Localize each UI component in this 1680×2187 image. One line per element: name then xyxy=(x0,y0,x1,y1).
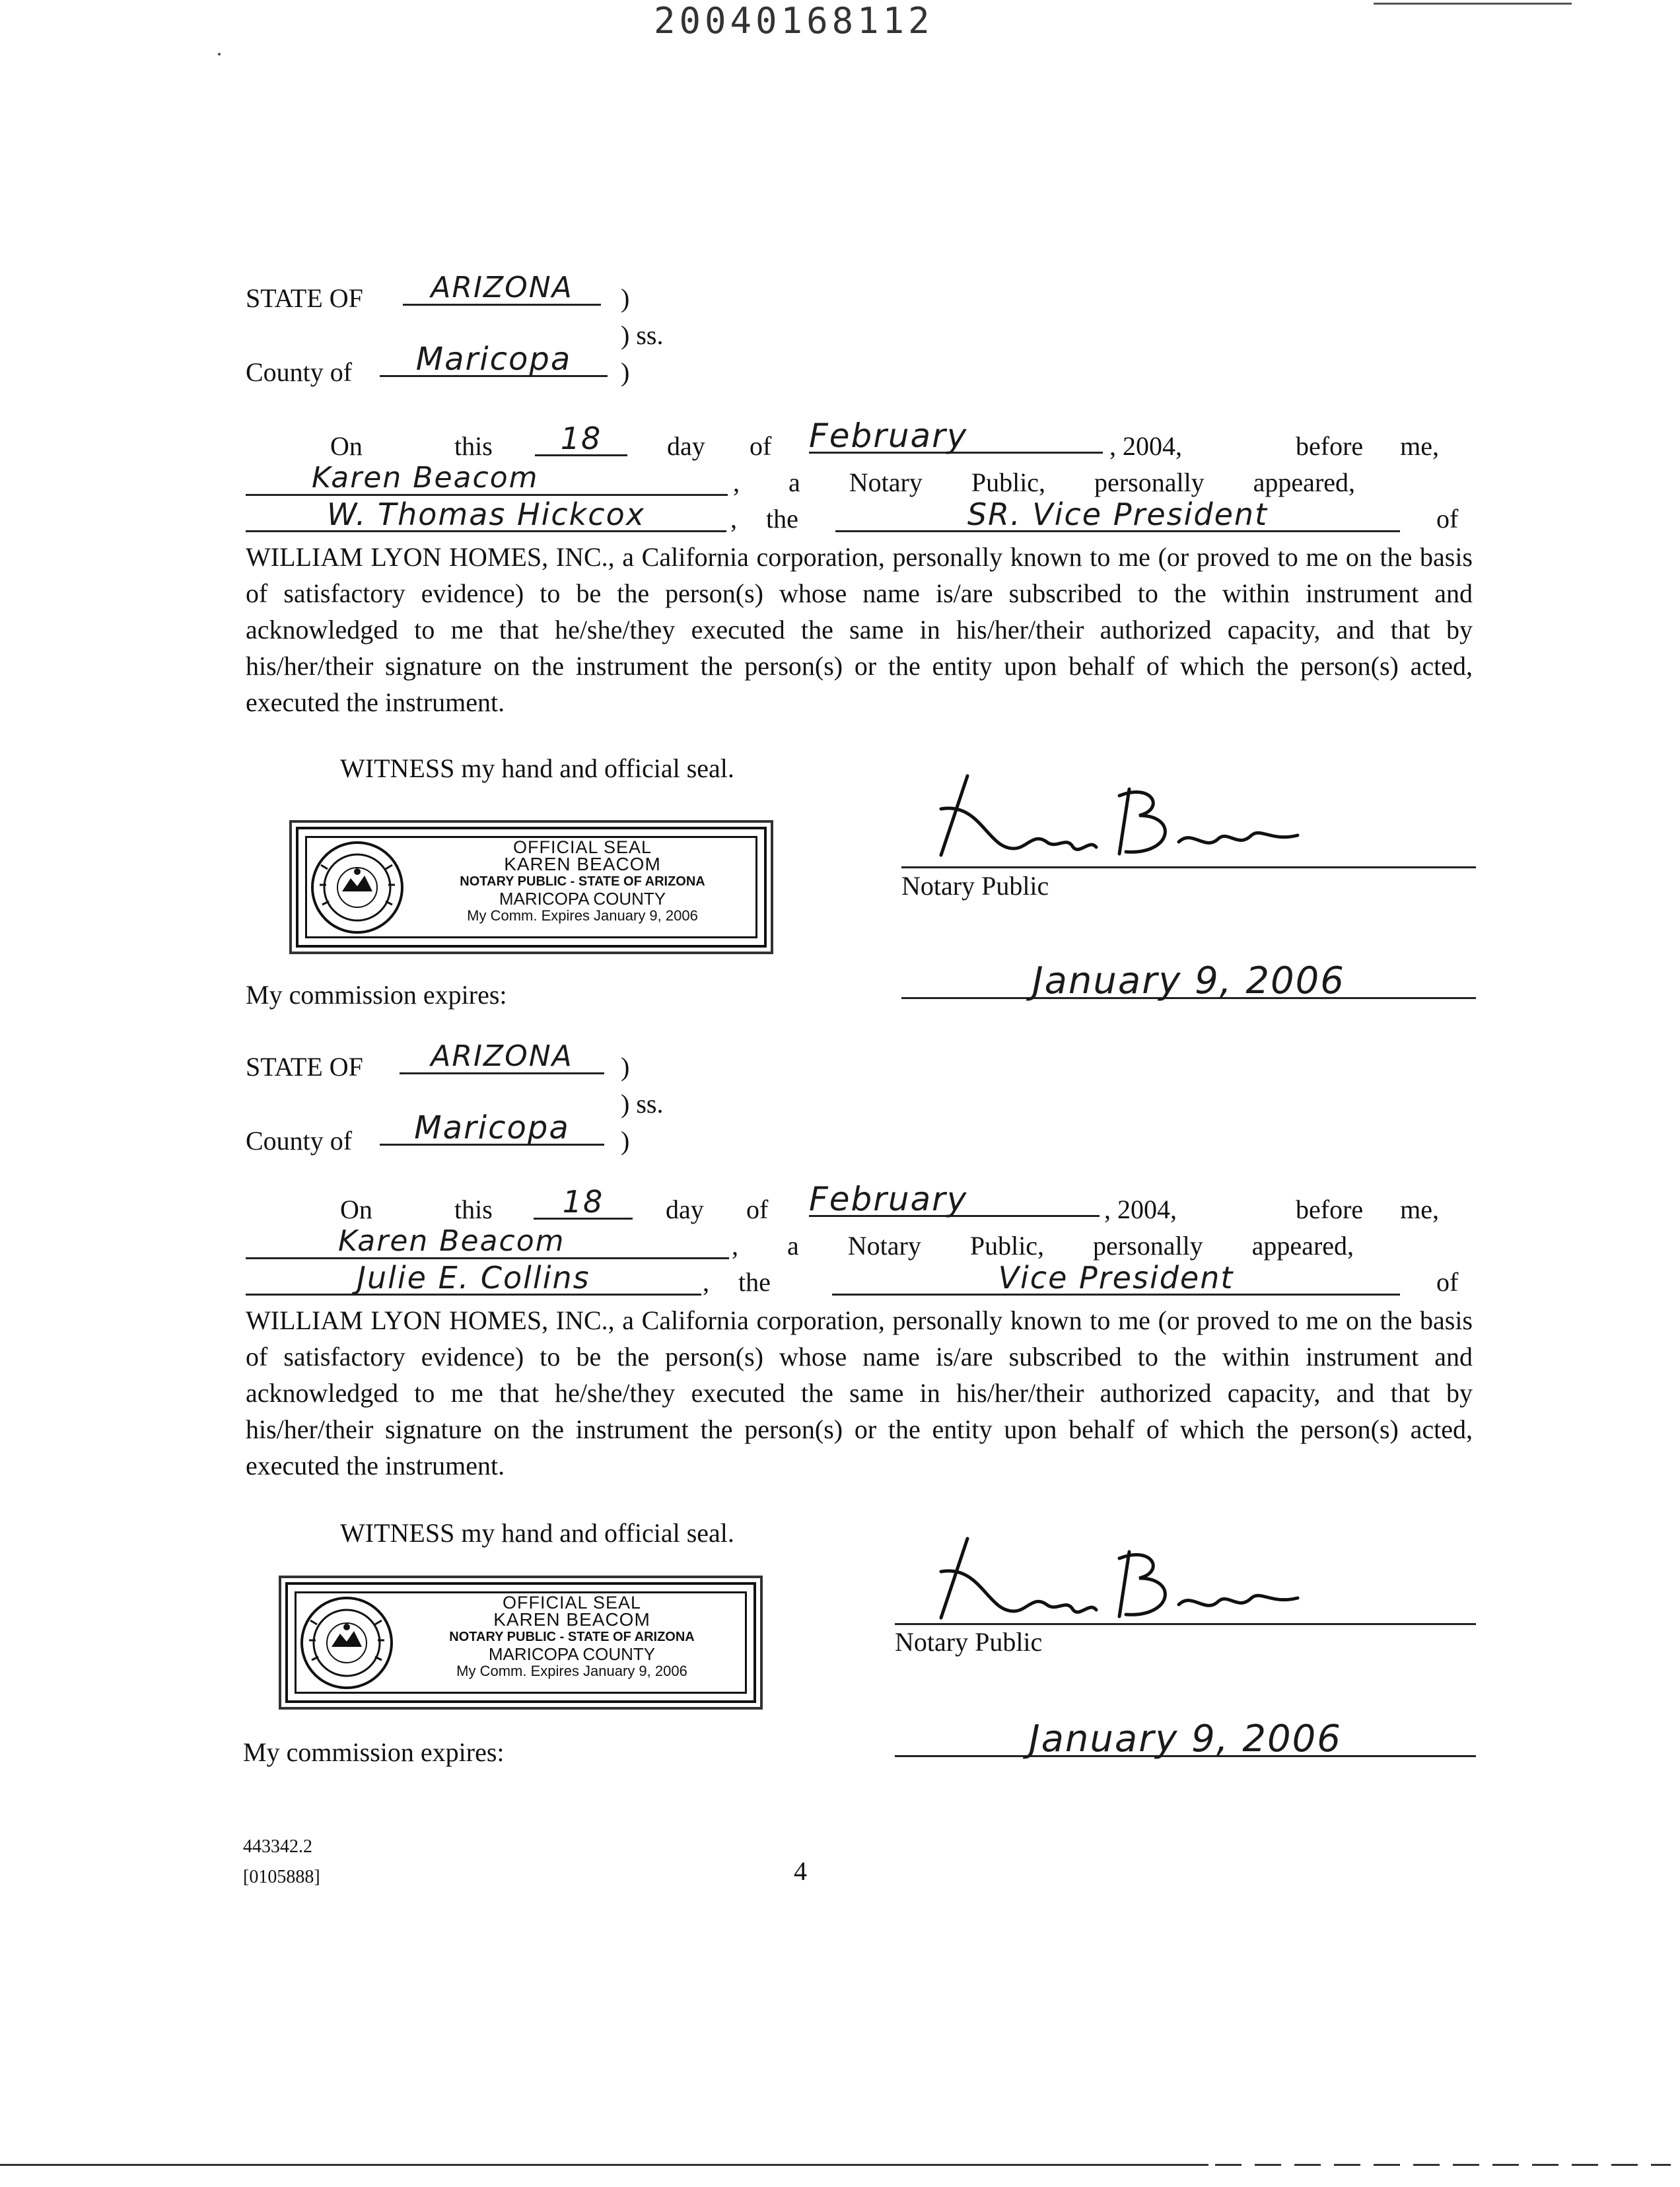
footer-ids xyxy=(243,1832,320,1892)
notary-name-value: Karen Beacom xyxy=(246,462,728,496)
seal-line-1: OFFICIAL SEAL xyxy=(512,837,652,857)
day-word: day xyxy=(666,1195,704,1224)
month-value: February xyxy=(809,1183,1100,1217)
state-paren: ) xyxy=(621,1052,630,1082)
seal-line-5: My Comm. Expires January 9, 2006 xyxy=(456,1663,687,1679)
on-word: On xyxy=(340,1195,372,1224)
the-text: , the xyxy=(703,1267,771,1297)
seal-line-4: MARICOPA COUNTY xyxy=(499,889,666,909)
commission-label: My commission expires: xyxy=(243,1737,505,1767)
of-word: of xyxy=(750,431,772,461)
of-word: of xyxy=(746,1195,769,1224)
commission-value: January 9, 2006 xyxy=(895,1723,1476,1757)
seal-text xyxy=(400,1594,744,1680)
year-text: , 2004, xyxy=(1109,431,1182,461)
scan-speck xyxy=(218,53,221,55)
seal-text xyxy=(411,839,754,924)
acknowledgment-paragraph: WILLIAM LYON HOMES, INC., a California corporation, personally known to me (or proved to me on the basis of satisfactory evidence) to be the person(s) whose name is/are subscribed to the within instrument and acknowledged to me that he/she/they executed the same in his/her/their authorized capacity, and that by his/her/their signature on the instrument the person(s) or the entity upon behalf of which the person(s) acted, executed the instrument. xyxy=(246,1305,1473,1480)
commission-value: January 9, 2006 xyxy=(901,965,1476,999)
notary-appeared-text: , a Notary Public, personally appeared, xyxy=(733,468,1356,497)
signature-line xyxy=(901,866,1476,868)
page-number: 4 xyxy=(794,1856,807,1886)
day-value: 18 xyxy=(534,1186,633,1220)
notary-appeared-text: , a Notary Public, personally appeared, xyxy=(732,1231,1354,1261)
arizona-state-seal-icon xyxy=(297,1594,396,1692)
person-name-value: W. Thomas Hickcox xyxy=(246,499,726,532)
person-name-value: Julie E. Collins xyxy=(246,1262,701,1296)
county-label: County of xyxy=(246,357,353,387)
state-paren: ) xyxy=(621,283,630,313)
before-me-text: before me, xyxy=(1296,1195,1440,1224)
this-word: this xyxy=(454,431,493,461)
seal-line-1: OFFICIAL SEAL xyxy=(502,1593,642,1613)
title-value: SR. Vice President xyxy=(835,499,1400,532)
notary-signature xyxy=(901,1532,1311,1631)
ss-label: ) ss. xyxy=(621,1089,664,1119)
notary-public-label: Notary Public xyxy=(895,1627,1043,1657)
of-end: of xyxy=(1436,504,1459,534)
seal-line-3: NOTARY PUBLIC - STATE OF ARIZONA xyxy=(449,1630,695,1644)
on-word: On xyxy=(330,431,363,461)
county-label: County of xyxy=(246,1126,353,1156)
bottom-scan-line-dashed xyxy=(1215,2164,1671,2166)
before-me-text: before me, xyxy=(1296,431,1440,461)
notary-name-value: Karen Beacom xyxy=(246,1226,729,1259)
ss-label: ) ss. xyxy=(621,320,664,350)
county-value: Maricopa xyxy=(380,343,608,377)
witness-text: WITNESS my hand and official seal. xyxy=(340,1518,734,1548)
the-text: , the xyxy=(730,504,798,534)
notary-public-label: Notary Public xyxy=(901,871,1049,901)
this-word: this xyxy=(454,1195,493,1224)
state-value: ARIZONA xyxy=(403,272,601,306)
acknowledgment-paragraph: WILLIAM LYON HOMES, INC., a California corporation, personally known to me (or proved to me on the basis of satisfactory evidence) to be the person(s) whose name is/are subscribed to the within instrument and acknowledged to me that he/she/they executed the same in his/her/their authorized capacity, and that by his/her/their signature on the instrument the person(s) or the entity upon behalf of which the person(s) acted, executed the instrument. xyxy=(246,542,1473,717)
doc-id: 443342.2 xyxy=(243,1836,312,1857)
header-rule xyxy=(1374,3,1572,5)
signature-line xyxy=(895,1623,1476,1625)
day-word: day xyxy=(667,431,705,461)
notary-signature xyxy=(901,769,1311,868)
state-label: STATE OF xyxy=(246,283,363,313)
commission-label: My commission expires: xyxy=(246,980,507,1010)
official-seal-stamp xyxy=(285,1582,756,1703)
county-value: Maricopa xyxy=(380,1112,604,1146)
official-seal-stamp xyxy=(296,827,767,948)
document-number: 20040168112 xyxy=(654,0,934,42)
seal-line-2: KAREN BEACOM xyxy=(493,1609,650,1630)
day-value: 18 xyxy=(535,423,627,456)
title-value: Vice President xyxy=(832,1262,1400,1296)
client-id: [0105888] xyxy=(243,1867,320,1887)
seal-line-5: My Comm. Expires January 9, 2006 xyxy=(467,907,698,924)
county-paren: ) xyxy=(621,1126,630,1156)
bottom-scan-line xyxy=(0,2164,1208,2166)
witness-text: WITNESS my hand and official seal. xyxy=(340,753,734,783)
arizona-state-seal-icon xyxy=(308,839,407,936)
seal-line-2: KAREN BEACOM xyxy=(504,854,661,874)
year-text: , 2004, xyxy=(1104,1195,1177,1224)
seal-line-4: MARICOPA COUNTY xyxy=(488,1644,656,1664)
state-value: ARIZONA xyxy=(400,1041,604,1074)
county-paren: ) xyxy=(621,357,630,387)
of-end: of xyxy=(1436,1267,1459,1297)
month-value: February xyxy=(809,420,1103,454)
seal-line-3: NOTARY PUBLIC - STATE OF ARIZONA xyxy=(460,874,705,889)
state-label: STATE OF xyxy=(246,1052,363,1082)
